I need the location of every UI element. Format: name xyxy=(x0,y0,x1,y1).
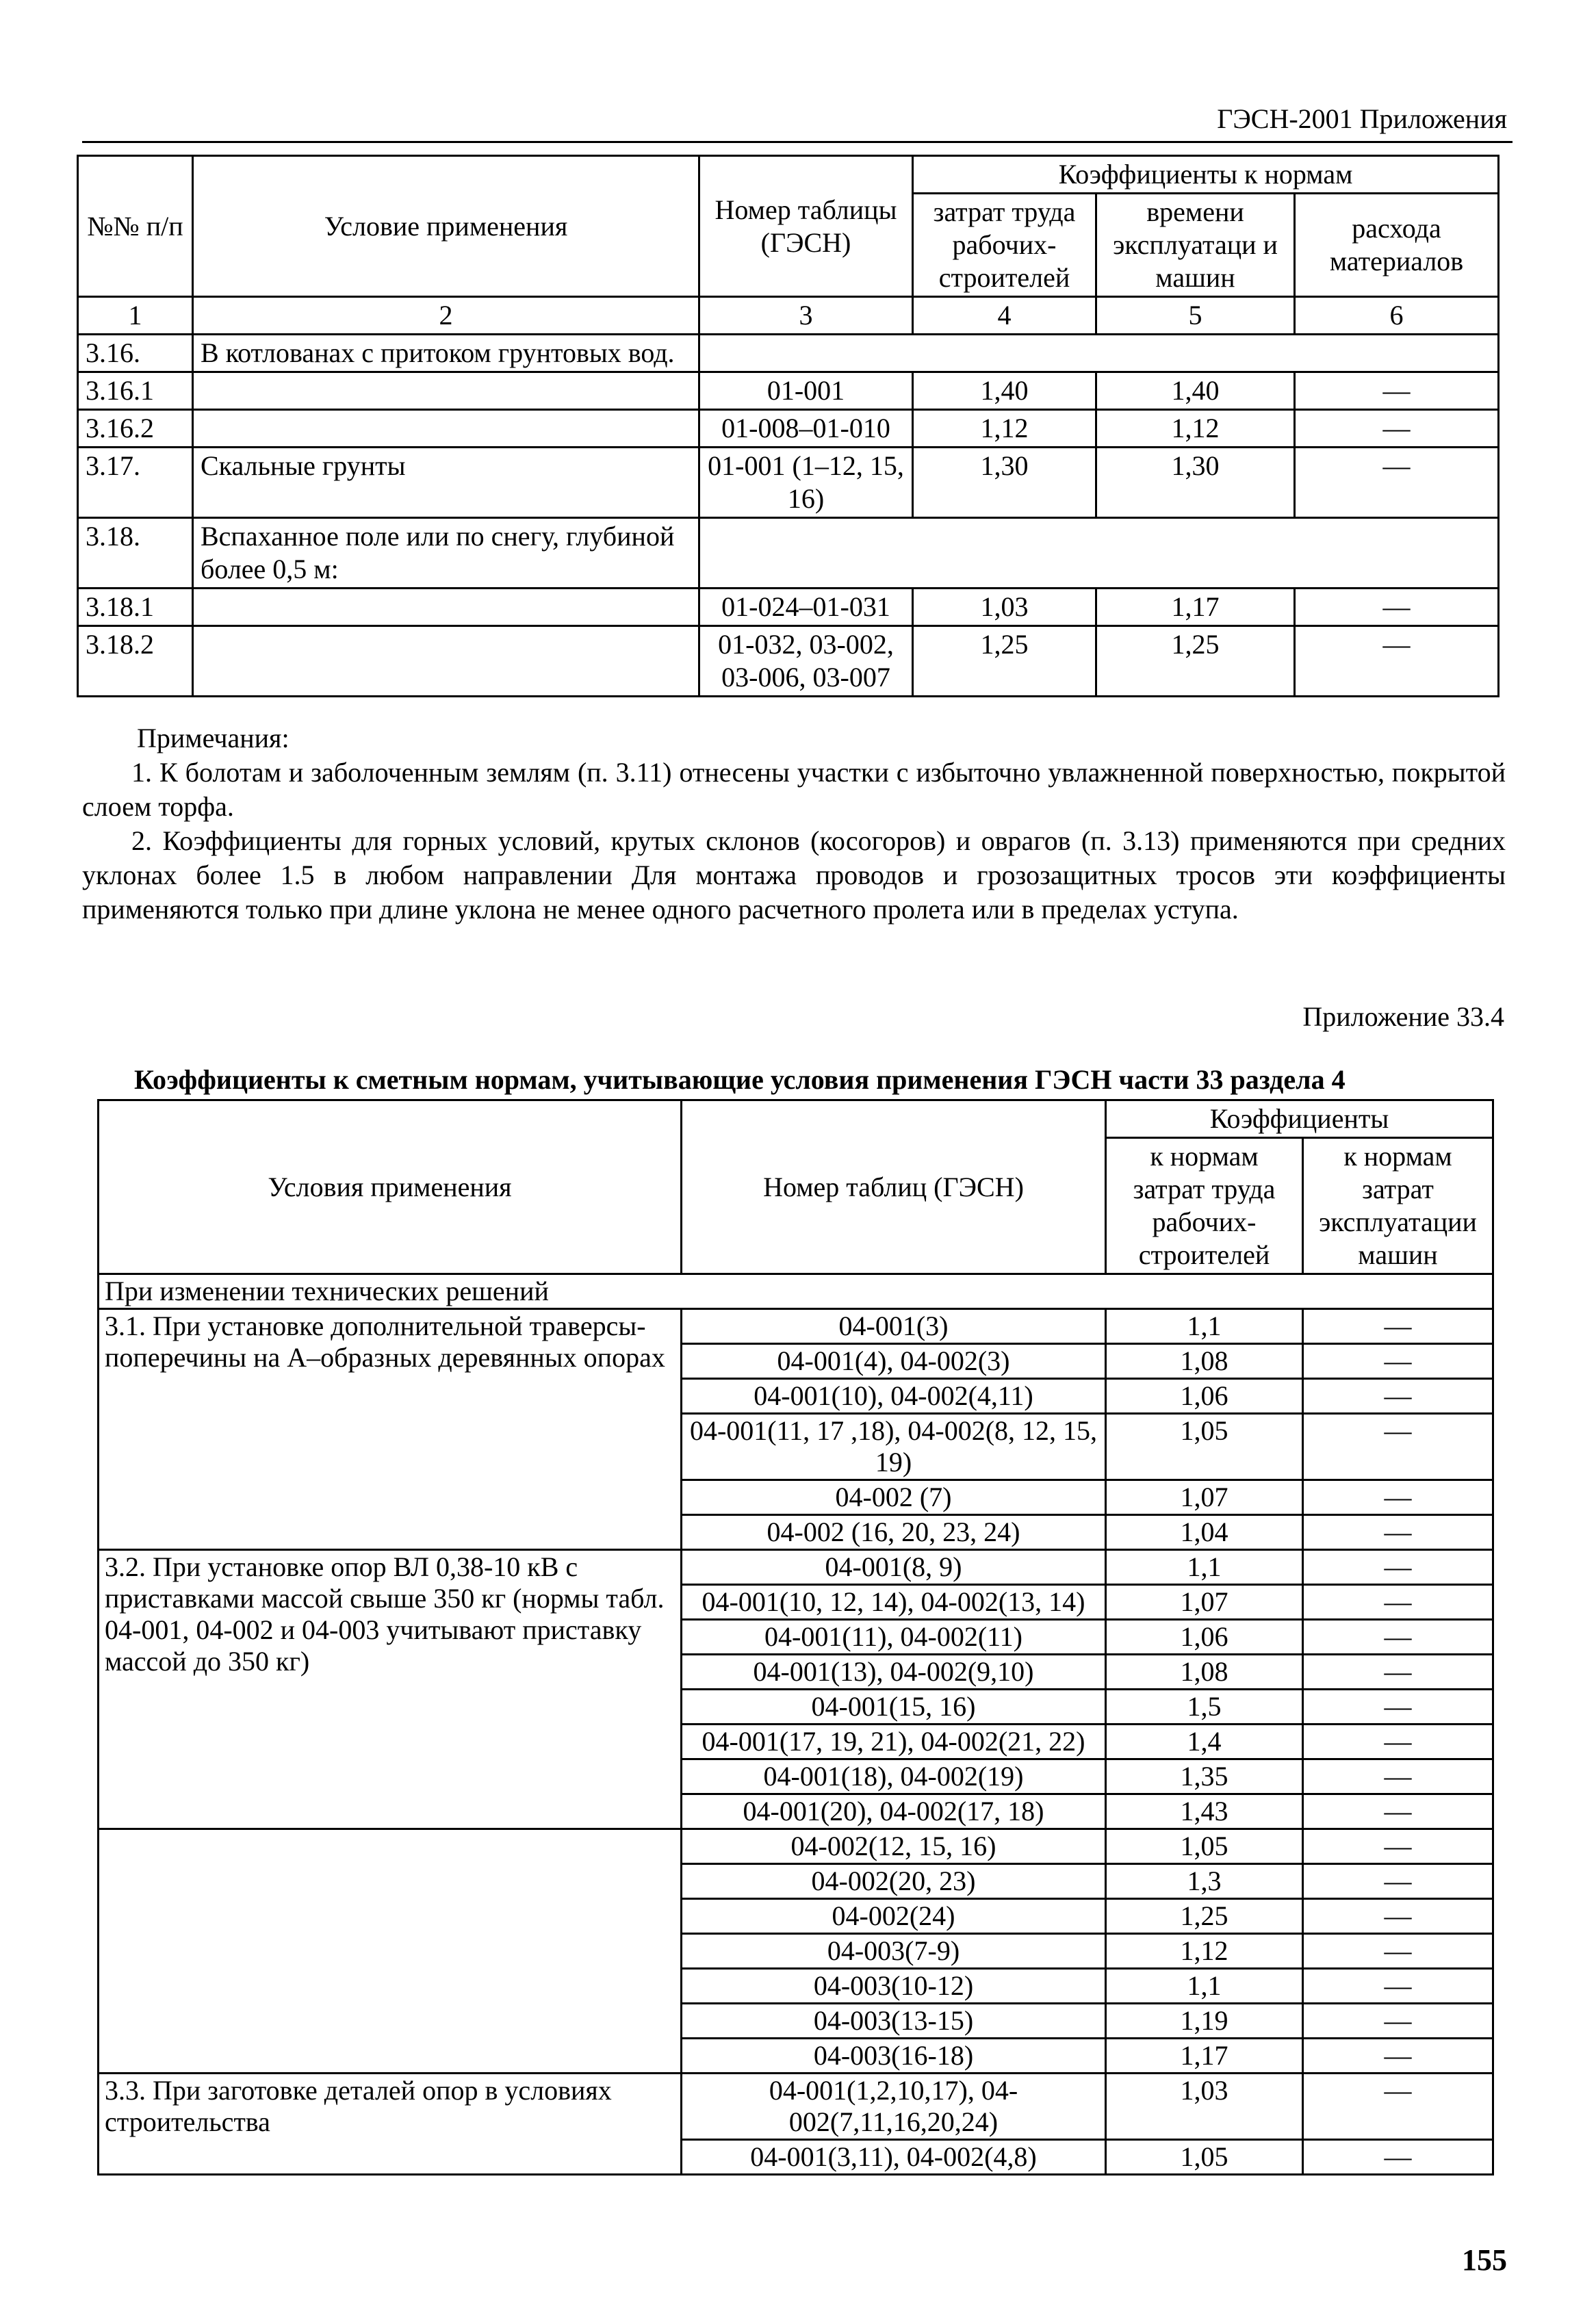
row-labor: 1,4 xyxy=(1106,1725,1303,1759)
header-table-no: Номер таблиц (ГЭСН) xyxy=(682,1100,1106,1274)
row-machines: 1,25 xyxy=(1096,626,1295,697)
column-number: 3 xyxy=(699,297,913,335)
row-machines: — xyxy=(1303,1414,1493,1480)
table-row xyxy=(99,1309,1493,1344)
row-labor: 1,12 xyxy=(913,410,1096,448)
row-labor: 1,12 xyxy=(1106,1934,1303,1969)
row-labor: 1,03 xyxy=(1106,2074,1303,2140)
row-table-no: 04-001(8, 9) xyxy=(682,1550,1106,1585)
row-condition xyxy=(193,589,699,626)
row-table-no: 04-002 (16, 20, 23, 24) xyxy=(682,1515,1106,1550)
table-row xyxy=(78,448,1499,518)
appendix-label: Приложение 33.4 xyxy=(1302,1001,1504,1032)
row-labor: 1,40 xyxy=(913,372,1096,410)
row-number: 3.18.2 xyxy=(78,626,193,697)
row-table-no: 04-002(20, 23) xyxy=(682,1864,1106,1899)
row-table-no: 04-001(1,2,10,17), 04-002(7,11,16,20,24) xyxy=(682,2074,1106,2140)
header-machines: времени эксплуатаци и машин xyxy=(1096,194,1295,297)
row-machines: — xyxy=(1303,1655,1493,1690)
row-machines: — xyxy=(1303,2074,1493,2140)
group-condition xyxy=(99,1829,682,2074)
header-labor: затрат труда рабочих-строителей xyxy=(913,194,1096,297)
row-table-no: 04-002 (7) xyxy=(682,1480,1106,1515)
row-labor: 1,19 xyxy=(1106,2004,1303,2039)
row-condition xyxy=(193,372,699,410)
row-machines: — xyxy=(1303,1725,1493,1759)
row-group-empty xyxy=(699,518,1499,589)
column-numbers-row xyxy=(78,297,1499,335)
row-machines: 1,12 xyxy=(1096,410,1295,448)
row-table-no: 04-001(4), 04-002(3) xyxy=(682,1344,1106,1379)
row-materials: — xyxy=(1295,448,1499,518)
row-labor: 1,06 xyxy=(1106,1379,1303,1414)
row-number: 3.18. xyxy=(78,518,193,589)
row-machines: — xyxy=(1303,1550,1493,1585)
row-table-no: 04-001(18), 04-002(19) xyxy=(682,1759,1106,1794)
row-condition: Скальные грунты xyxy=(193,448,699,518)
row-machines: — xyxy=(1303,1379,1493,1414)
row-machines: — xyxy=(1303,1794,1493,1829)
row-number: 3.16.1 xyxy=(78,372,193,410)
header-rule xyxy=(82,141,1513,143)
page-number: 155 xyxy=(1462,2243,1507,2277)
row-table-no: 04-001(15, 16) xyxy=(682,1690,1106,1725)
table-row xyxy=(78,410,1499,448)
header-table-no: Номер таблицы (ГЭСН) xyxy=(699,156,913,297)
header-labor: к нормам затрат труда рабочих-строителей xyxy=(1106,1138,1303,1274)
row-table-no: 04-001(20), 04-002(17, 18) xyxy=(682,1794,1106,1829)
row-labor: 1,05 xyxy=(1106,1829,1303,1864)
header-coef-group: Коэффициенты xyxy=(1106,1100,1493,1138)
row-labor: 1,3 xyxy=(1106,1864,1303,1899)
row-machines: — xyxy=(1303,2039,1493,2074)
row-machines: — xyxy=(1303,1899,1493,1934)
row-machines: 1,40 xyxy=(1096,372,1295,410)
row-labor: 1,30 xyxy=(913,448,1096,518)
row-machines: — xyxy=(1303,1864,1493,1899)
note-1: 1. К болотам и заболоченным землям (п. 3.11) отнесены участки с избыточно увлажненной поверхностью, покрытой слоем торфа. xyxy=(82,757,1506,822)
row-table-no: 04-003(7-9) xyxy=(682,1934,1106,1969)
table-row xyxy=(99,2074,1493,2140)
row-table-no: 01-001 (1–12, 15, 16) xyxy=(699,448,913,518)
row-machines: 1,30 xyxy=(1096,448,1295,518)
table-row xyxy=(99,1829,1493,1864)
row-condition: Вспаханное поле или по снегу, глубиной более 0,5 м: xyxy=(193,518,699,589)
row-machines: — xyxy=(1303,1969,1493,2004)
group-condition: 3.1. При установке дополнительной траверсы-поперечины на А–образных деревянных опорах xyxy=(99,1309,682,1550)
table-row xyxy=(99,1550,1493,1585)
row-labor: 1,1 xyxy=(1106,1550,1303,1585)
row-labor: 1,04 xyxy=(1106,1515,1303,1550)
column-number: 2 xyxy=(193,297,699,335)
row-labor: 1,03 xyxy=(913,589,1096,626)
row-labor: 1,25 xyxy=(913,626,1096,697)
row-number: 3.16.2 xyxy=(78,410,193,448)
row-table-no: 04-001(11, 17 ,18), 04-002(8, 12, 15, 19) xyxy=(682,1414,1106,1480)
row-table-no: 04-001(10), 04-002(4,11) xyxy=(682,1379,1106,1414)
row-table-no: 04-001(13), 04-002(9,10) xyxy=(682,1655,1106,1690)
section-heading: При изменении технических решений xyxy=(99,1274,1493,1309)
header-machines: к нормам затрат эксплуатации машин xyxy=(1303,1138,1493,1274)
row-machines: 1,17 xyxy=(1096,589,1295,626)
row-labor: 1,05 xyxy=(1106,2140,1303,2175)
row-number: 3.17. xyxy=(78,448,193,518)
table-row xyxy=(78,372,1499,410)
row-table-no: 04-003(10-12) xyxy=(682,1969,1106,2004)
column-number: 1 xyxy=(78,297,193,335)
row-table-no: 04-002(24) xyxy=(682,1899,1106,1934)
notes xyxy=(82,721,1506,927)
table-row xyxy=(78,626,1499,697)
row-table-no: 04-003(16-18) xyxy=(682,2039,1106,2074)
row-labor: 1,25 xyxy=(1106,1899,1303,1934)
row-labor: 1,5 xyxy=(1106,1690,1303,1725)
row-table-no: 01-024–01-031 xyxy=(699,589,913,626)
row-number: 3.16. xyxy=(78,335,193,372)
header-condition: Условие применения xyxy=(193,156,699,297)
row-table-no: 04-002(12, 15, 16) xyxy=(682,1829,1106,1864)
table-row xyxy=(78,589,1499,626)
column-number: 5 xyxy=(1096,297,1295,335)
row-labor: 1,05 xyxy=(1106,1414,1303,1480)
group-condition: 3.3. При заготовке деталей опор в условиях строительства xyxy=(99,2074,682,2175)
row-table-no: 04-003(13-15) xyxy=(682,2004,1106,2039)
row-machines: — xyxy=(1303,1344,1493,1379)
row-condition xyxy=(193,410,699,448)
row-labor: 1,06 xyxy=(1106,1620,1303,1655)
table-row xyxy=(78,518,1499,589)
row-labor: 1,17 xyxy=(1106,2039,1303,2074)
row-table-no: 04-001(11), 04-002(11) xyxy=(682,1620,1106,1655)
row-table-no: 01-001 xyxy=(699,372,913,410)
row-machines: — xyxy=(1303,1585,1493,1620)
header-num: №№ п/п xyxy=(78,156,193,297)
note-2: 2. Коэффициенты для горных условий, крутых склонов (косогоров) и оврагов (п. 3.13) применяются при средних уклонах более 1.5 в любом направлении Для монтажа проводов и грозозащитных тросов эти коэффициенты применяются только при длине уклона не менее одного расчетного пролета или в пределах уступа. xyxy=(82,825,1506,925)
row-machines: — xyxy=(1303,1309,1493,1344)
row-labor: 1,1 xyxy=(1106,1969,1303,2004)
header-coef-group: Коэффициенты к нормам xyxy=(913,156,1499,194)
row-labor: 1,35 xyxy=(1106,1759,1303,1794)
appendix-title: Коэффициенты к сметным нормам, учитывающие условия применения ГЭСН части 33 раздела 4 xyxy=(134,1064,1346,1095)
row-machines: — xyxy=(1303,1620,1493,1655)
row-labor: 1,07 xyxy=(1106,1480,1303,1515)
row-table-no: 04-001(3,11), 04-002(4,8) xyxy=(682,2140,1106,2175)
row-table-no: 04-001(17, 19, 21), 04-002(21, 22) xyxy=(682,1725,1106,1759)
column-number: 4 xyxy=(913,297,1096,335)
row-machines: — xyxy=(1303,2004,1493,2039)
row-labor: 1,08 xyxy=(1106,1344,1303,1379)
row-machines: — xyxy=(1303,1480,1493,1515)
row-machines: — xyxy=(1303,2140,1493,2175)
row-table-no: 04-001(10, 12, 14), 04-002(13, 14) xyxy=(682,1585,1106,1620)
coefficients-table-2 xyxy=(97,1099,1494,2175)
header-condition: Условия применения xyxy=(99,1100,682,1274)
row-labor: 1,07 xyxy=(1106,1585,1303,1620)
row-machines: — xyxy=(1303,1515,1493,1550)
row-labor: 1,1 xyxy=(1106,1309,1303,1344)
row-machines: — xyxy=(1303,1690,1493,1725)
header-materials: расхода материалов xyxy=(1295,194,1499,297)
row-machines: — xyxy=(1303,1829,1493,1864)
column-number: 6 xyxy=(1295,297,1499,335)
row-condition: В котлованах с притоком грунтовых вод. xyxy=(193,335,699,372)
row-materials: — xyxy=(1295,372,1499,410)
row-materials: — xyxy=(1295,626,1499,697)
page-header: ГЭСН-2001 Приложения xyxy=(1217,103,1507,134)
notes-title: Примечания: xyxy=(137,723,289,753)
group-condition: 3.2. При установке опор ВЛ 0,38-10 кВ с приставками массой свыше 350 кг (нормы табл. 04-001, 04-002 и 04-003 учитывают приставку массой до 350 кг) xyxy=(99,1550,682,1829)
row-table-no: 01-008–01-010 xyxy=(699,410,913,448)
row-number: 3.18.1 xyxy=(78,589,193,626)
row-table-no: 04-001(3) xyxy=(682,1309,1106,1344)
row-materials: — xyxy=(1295,410,1499,448)
row-labor: 1,08 xyxy=(1106,1655,1303,1690)
row-table-no: 01-032, 03-002, 03-006, 03-007 xyxy=(699,626,913,697)
row-group-empty xyxy=(699,335,1499,372)
table-row xyxy=(78,335,1499,372)
coefficients-table-1 xyxy=(77,155,1500,697)
row-labor: 1,43 xyxy=(1106,1794,1303,1829)
row-materials: — xyxy=(1295,589,1499,626)
row-condition xyxy=(193,626,699,697)
row-machines: — xyxy=(1303,1934,1493,1969)
row-machines: — xyxy=(1303,1759,1493,1794)
